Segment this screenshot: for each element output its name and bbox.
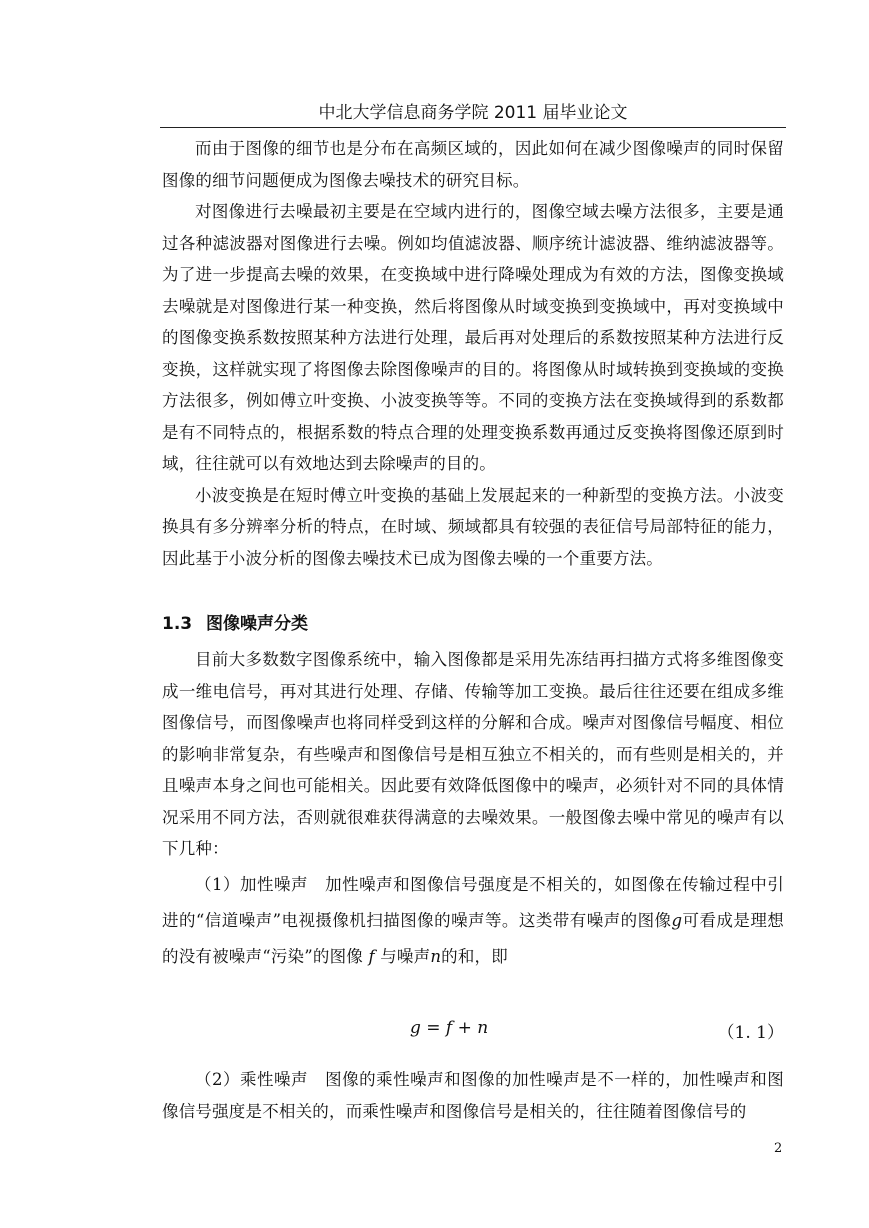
var-g: g — [671, 910, 683, 930]
page-header: 中北大学信息商务学院 2011 届毕业论文 — [318, 103, 628, 123]
paragraph: 对图像进行去噪最初主要是在空域内进行的，图像空域去噪方法很多，主要是通过各种滤波器对图像进行去噪。例如均值滤波器、顺序统计滤波器、维纳滤波器等。为了进一步提高去噪的效果，在变换域中进行降噪处理成为有效的方法，图像变换域去噪就是对图像进行某一种变换，然后将图像从时域变换到变换域中，再对变换域中的图像变换系数按照某种方法进行处理，最后再对处理后的系数按照某种方法进行反变换，这样就实现了将图像去除图像噪声的目的。将图像从时域转换到变换域的变换方法很多，例如傅立叶变换、小波变换等等。不同的变换方法在变换域得到的系数都是有不同特点的，根据系数的特点合理的处理变换系数再通过反变换将图像还原到时域，往往就可以有效地达到去除噪声的目的。 — [162, 202, 784, 473]
additive-noise-label: （1）加性噪声 — [195, 874, 309, 894]
body-section — [162, 644, 784, 975]
paragraph: 小波变换是在短时傅立叶变换的基础上发展起来的一种新型的变换方法。小波变换具有多分辨率分析的特点，在时域、频域都具有较强的表征信号局部特征的能力，因此基于小波分析的图像去噪技术已成为图像去噪的一个重要方法。 — [162, 485, 784, 568]
section-title: 图像噪声分类 — [206, 614, 308, 634]
equation-number: （1. 1） — [717, 1023, 784, 1043]
multiplicative-noise-label: （2）乘性噪声 — [195, 1070, 309, 1089]
var-n: n — [430, 946, 442, 966]
additive-noise-paragraph — [162, 867, 784, 975]
equation-expression: g = f + n — [410, 1018, 489, 1038]
section-heading — [162, 610, 308, 638]
additive-text-4: 的和，即 — [441, 946, 508, 966]
additive-text-3: 与噪声 — [380, 946, 431, 966]
page-number: 2 — [774, 1141, 783, 1156]
body-bottom — [162, 1064, 784, 1127]
paragraph: 而由于图像的细节也是分布在高频区域的，因此如何在减少图像噪声的同时保留图像的细节问题便成为图像去噪技术的研究目标。 — [162, 139, 784, 190]
additive-text-1: 加性噪声和图像信号强度是不相关的，如图像在传输过程中引进的“信道噪声”电视摄像机扫描图像的噪声等。这类带有噪声的图像 — [162, 874, 784, 930]
multiplicative-text: 图像的乘性噪声和图像的加性噪声是不一样的，加性噪声和图像信号强度是不相关的，而乘性噪声和图像信号是相关的，往往随着图像信号的 — [162, 1070, 784, 1121]
section-number: 1.3 — [162, 614, 193, 634]
var-f: f — [368, 946, 375, 966]
body-top — [162, 133, 784, 574]
multiplicative-noise-paragraph — [162, 1064, 784, 1127]
paragraph: 目前大多数数字图像系统中，输入图像都是采用先冻结再扫描方式将多维图像变成一维电信号，再对其进行处理、存储、传输等加工变换。最后往往还要在组成多维图像信号，而图像噪声也将同样受到这样的分解和合成。噪声对图像信号幅度、相位的影响非常复杂，有些噪声和图像信号是相互独立不相关的，而有些则是相关的，并且噪声本身之间也可能相关。因此要有效降低图像中的噪声，必须针对不同的具体情况采用不同方法，否则就很难获得满意的去噪效果。一般图像去噪中常见的噪声有以下几种： — [162, 650, 784, 858]
additive-text-2: 可看成是理想的没有被噪声“污染”的图像 — [162, 910, 784, 966]
header-divider — [160, 127, 786, 128]
equation — [162, 1018, 784, 1048]
